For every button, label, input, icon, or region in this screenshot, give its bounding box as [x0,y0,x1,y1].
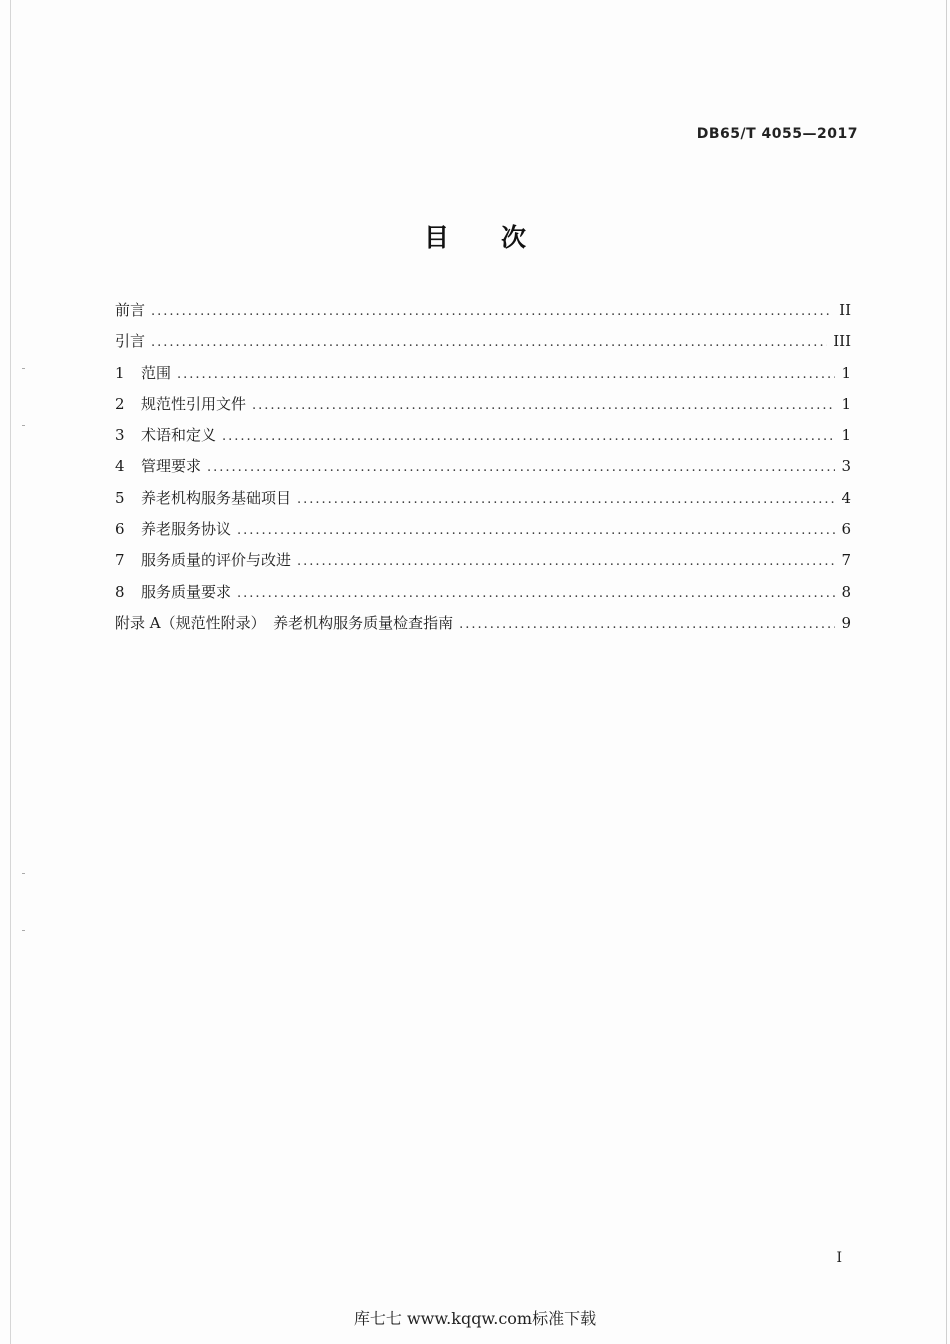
scan-speck [22,368,25,369]
toc-entry-page: 7 [841,551,851,570]
toc-entry-page: 4 [841,488,851,507]
toc-entry[interactable] [115,545,851,576]
toc-entry-label: 规范性引用文件 [141,394,247,413]
toc-entry-number: 5 [115,488,125,507]
toc-entry[interactable] [115,577,851,608]
table-of-contents [115,295,851,639]
toc-entry-number: 3 [115,426,125,445]
scan-right-edge [946,0,947,1344]
toc-entry-label: 养老机构服务基础项目 [141,488,292,507]
toc-entry-label: 养老服务协议 [141,520,232,539]
toc-entry[interactable] [115,451,851,482]
toc-leader-dots [151,296,833,327]
toc-entry[interactable] [115,420,851,451]
footer-watermark: 库七七 www.kqqw.com标准下载 [353,1309,597,1328]
toc-entry-page: III [833,332,851,351]
toc-entry[interactable] [115,483,851,514]
scan-speck [22,425,25,426]
toc-leader-dots [237,578,835,609]
toc-entry-page: II [839,301,851,319]
toc-entry-label: 术语和定义 [141,426,217,445]
toc-entry[interactable] [115,358,851,389]
toc-leader-dots [151,327,827,358]
toc-entry-page: 1 [841,363,851,382]
toc-entry-page: 6 [841,520,851,539]
toc-entry[interactable] [115,514,851,545]
page-title: 目次 [423,223,578,252]
toc-entry-number: 7 [115,551,125,570]
toc-leader-dots [297,546,835,577]
toc-entry-page: 8 [841,582,851,601]
toc-entry[interactable] [115,389,851,420]
toc-entry[interactable] [115,326,851,357]
toc-entry-label: 引言 [115,332,146,351]
toc-leader-dots [252,390,835,421]
toc-leader-dots [297,484,835,515]
page-number: I [836,1250,842,1266]
toc-entry-page: 1 [841,426,851,445]
toc-leader-dots [237,515,835,546]
toc-entry-number: 2 [115,394,125,413]
scan-speck [22,930,25,931]
toc-leader-dots [207,452,835,483]
toc-entry-page: 9 [841,613,851,632]
toc-entry-label: 管理要求 [141,457,202,476]
toc-entry-number: 6 [115,520,125,539]
toc-entry-label: 前言 [115,301,146,319]
toc-entry-number: 1 [115,363,125,382]
scan-left-edge [10,0,11,1344]
toc-entry-label: 服务质量的评价与改进 [141,551,292,570]
toc-leader-dots [177,359,835,390]
toc-leader-dots [222,421,835,452]
toc-leader-dots [459,609,835,640]
toc-entry-page: 1 [841,394,851,413]
toc-entry-page: 3 [841,457,851,476]
toc-entry-label: 范围 [141,363,172,382]
scan-speck [22,873,25,874]
toc-entry[interactable] [115,295,851,326]
toc-entry-label: 附录 A（规范性附录） 养老机构服务质量检查指南 [115,613,454,632]
toc-entry[interactable] [115,608,851,639]
toc-entry-number: 8 [115,582,125,601]
toc-entry-label: 服务质量要求 [141,582,232,601]
document-code: DB65/T 4055—2017 [696,126,858,142]
toc-entry-number: 4 [115,457,125,476]
